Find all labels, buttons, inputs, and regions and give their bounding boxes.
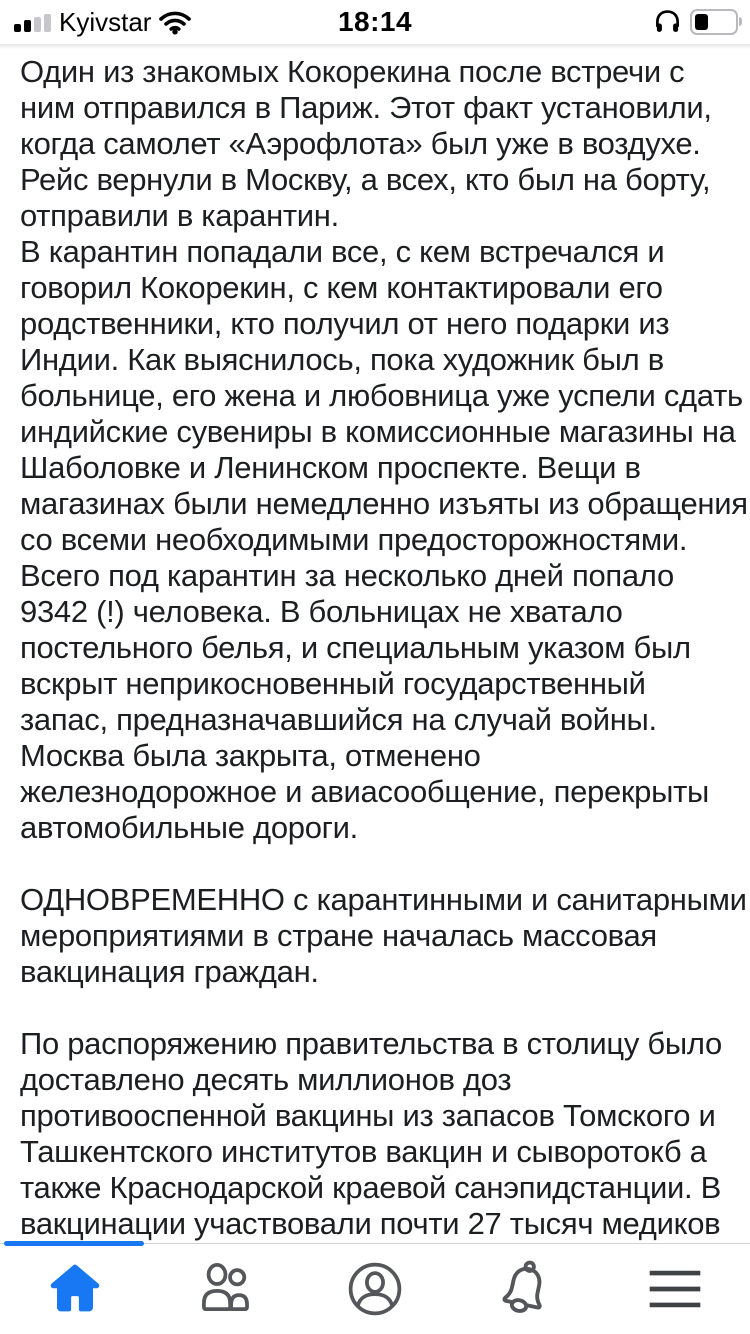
tab-profile[interactable] (300, 1244, 450, 1334)
tab-menu[interactable] (600, 1244, 750, 1334)
tab-notifications[interactable] (450, 1244, 600, 1334)
article-text (0, 49, 750, 1242)
battery-fill (695, 14, 708, 30)
paragraph (20, 882, 747, 990)
battery-icon (690, 9, 738, 35)
clock-label: 18:14 (337, 6, 413, 37)
text-line: вакцинация граждан. (20, 954, 319, 989)
text-line: вакцинации участвовали почти 27 тысяч медиков (20, 1206, 721, 1241)
text-line: со всеми необходимыми предосторожностями. (20, 522, 688, 557)
text-line: автомобильные дороги. (20, 810, 358, 845)
text-line: говорил Кокорекин, с кем контактировали его (20, 270, 663, 305)
hamburger-menu-icon (645, 1259, 705, 1319)
text-line: Шаболовке и Ленинском проспекте. Вещи в (20, 450, 641, 485)
text-line: запас, предназначавшийся на случай войны. (20, 702, 657, 737)
headphones-icon (654, 9, 681, 35)
text-line: вскрыт неприкосновенный государственный (20, 666, 646, 701)
text-line: 9342 (!) человека. В больницах не хватало (20, 594, 623, 629)
text-line: Москва была закрыта, отменено (20, 738, 481, 773)
home-icon-shape (51, 1265, 99, 1312)
bell-icon (494, 1258, 556, 1320)
text-line: также Краснодарской краевой санэпидстанции. В (20, 1170, 722, 1205)
text-line: ОДНОВРЕМЕННО с карантинными и санитарными (20, 882, 747, 917)
text-line: постельного белья, и специальным указом был (20, 630, 691, 665)
text-line: ним отправился в Париж. Этот факт установили, (20, 90, 712, 125)
text-line: магазинах были немедленно изъяты из обращения (20, 486, 748, 521)
tab-friends[interactable] (150, 1244, 300, 1334)
text-line: Ташкентского институтов вакцин и сыворотокб а (20, 1134, 707, 1169)
paragraph (20, 1026, 730, 1242)
text-line: Рейс вернули в Москву, а всех, кто был на борту, (20, 162, 711, 197)
text-line: больнице, его жена и любовница уже успели сдать (20, 378, 743, 413)
status-bar (0, 0, 750, 44)
text-line: отправили в карантин. (20, 198, 339, 233)
bottom-tab-bar (0, 1243, 750, 1334)
status-right-cluster (654, 9, 738, 35)
text-line: железнодорожное и авиасообщение, перекрыты (20, 774, 709, 809)
text-line: По распоряжению правительства в столицу было (20, 1026, 722, 1061)
active-tab-indicator (4, 1241, 144, 1246)
friends-icon (195, 1259, 255, 1319)
text-line: когда самолет «Аэрофлота» был уже в воздухе. (20, 126, 701, 161)
text-line: Всего под карантин за несколько дней попало (20, 558, 674, 593)
tab-home[interactable] (0, 1244, 150, 1334)
text-line: индийские сувениры в комиссионные магазины на (20, 414, 736, 449)
text-line: мероприятиями в стране началась массовая (20, 918, 657, 953)
text-line: Индии. Как выяснилось, пока художник был в (20, 342, 664, 377)
text-line: В карантин попадали все, с кем встречался и (20, 234, 665, 269)
text-line: доставлено десять миллионов доз (20, 1062, 512, 1097)
carrier-label: Kyivstar (59, 6, 152, 37)
paragraph (20, 54, 730, 234)
text-line: Один из знакомых Кокорекина после встречи с (20, 54, 685, 89)
text-line: противооспенной вакцины из запасов Томского и (20, 1098, 716, 1133)
text-line: родственники, кто получил от него подарки из (20, 306, 670, 341)
home-icon (44, 1258, 106, 1320)
paragraph (20, 234, 748, 846)
profile-icon (345, 1259, 405, 1319)
